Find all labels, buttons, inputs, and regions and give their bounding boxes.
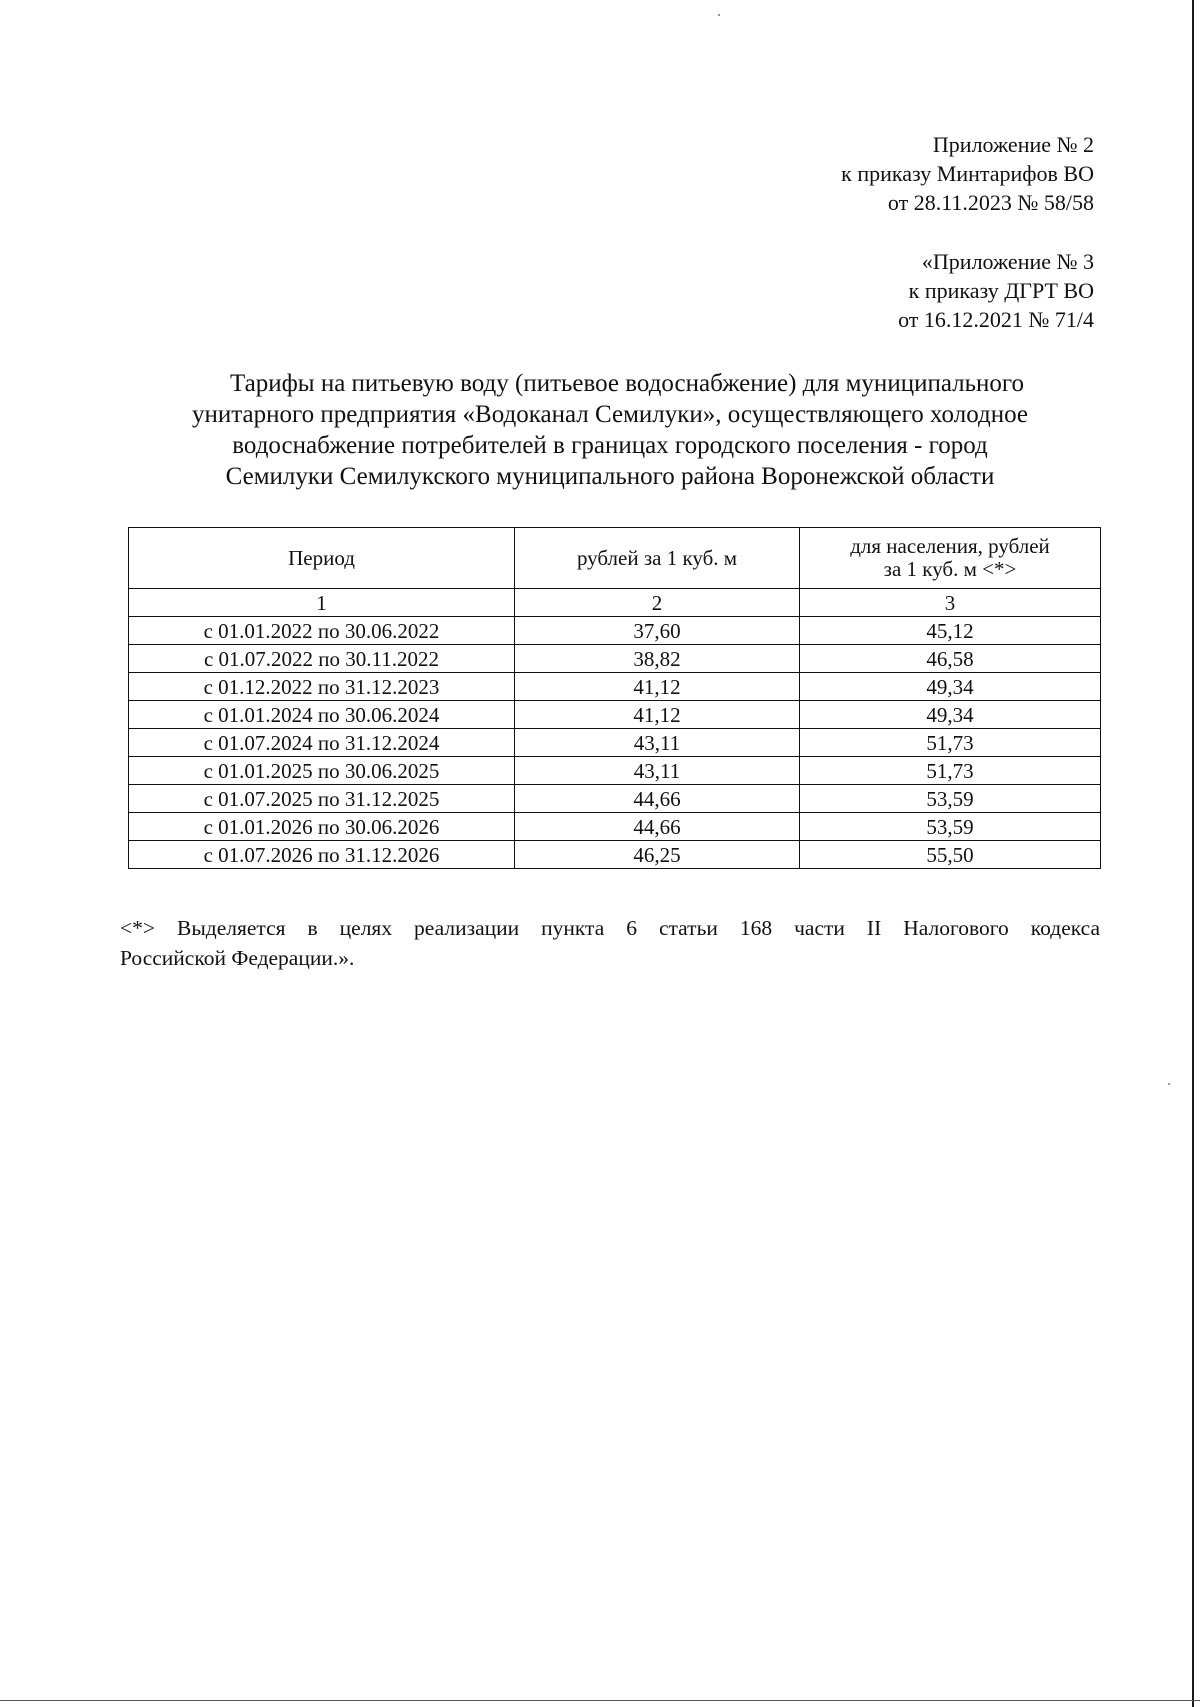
- footnote: [120, 913, 1100, 973]
- cell-rate: 43,11: [515, 729, 800, 757]
- title-line2: унитарного предприятия «Водоканал Семилуки», осуществляющего холодное: [192, 401, 1028, 428]
- table-row: [129, 673, 1101, 701]
- cell-rate: 44,66: [515, 785, 800, 813]
- cell-period: с 01.01.2024 по 30.06.2024: [129, 701, 515, 729]
- cell-period: с 01.07.2024 по 31.12.2024: [129, 729, 515, 757]
- cell-population: 51,73: [800, 729, 1101, 757]
- cell-rate: 38,82: [515, 645, 800, 673]
- title-line1: Тарифы на питьевую воду (питьевое водоснабжение) для муниципального: [229, 370, 1025, 397]
- column-number: 3: [800, 589, 1101, 617]
- annex-original-header: [898, 247, 1094, 334]
- table-row: [129, 645, 1101, 673]
- cell-rate: 44,66: [515, 813, 800, 841]
- annex-current-header: [841, 130, 1094, 217]
- footnote-line1: <*> Выделяется в целях реализации пункта 6 статьи 168 части II Налогового кодекса: [120, 916, 1100, 940]
- cell-rate: 37,60: [515, 617, 800, 645]
- cell-population: 55,50: [800, 841, 1101, 869]
- tariff-table: [128, 527, 1101, 869]
- table-row: [129, 757, 1101, 785]
- scan-speck: [718, 14, 720, 16]
- cell-population: 51,73: [800, 757, 1101, 785]
- cell-period: с 01.01.2026 по 30.06.2026: [129, 813, 515, 841]
- cell-population: 53,59: [800, 813, 1101, 841]
- cell-population: 45,12: [800, 617, 1101, 645]
- table-row: [129, 701, 1101, 729]
- header-population-line2: за 1 куб. м <*>: [883, 557, 1017, 581]
- cell-population: 46,58: [800, 645, 1101, 673]
- cell-population: 53,59: [800, 785, 1101, 813]
- cell-period: с 01.07.2025 по 31.12.2025: [129, 785, 515, 813]
- cell-population: 49,34: [800, 673, 1101, 701]
- table-header-row: [129, 528, 1101, 589]
- header-rate: рублей за 1 куб. м: [515, 528, 800, 589]
- table-row: [129, 841, 1101, 869]
- header-period: Период: [129, 528, 515, 589]
- cell-period: с 01.07.2026 по 31.12.2026: [129, 841, 515, 869]
- cell-rate: 46,25: [515, 841, 800, 869]
- annex-original-line3: от 16.12.2021 № 71/4: [898, 307, 1094, 332]
- cell-period: с 01.12.2022 по 31.12.2023: [129, 673, 515, 701]
- annex-original-line2: к приказу ДГРТ ВО: [908, 278, 1094, 303]
- annex-current-line2: к приказу Минтарифов ВО: [841, 161, 1094, 186]
- column-number: 1: [129, 589, 515, 617]
- table-row: [129, 813, 1101, 841]
- scan-edge-right: [1192, 0, 1194, 1707]
- scan-edge-bottom: [0, 1700, 1200, 1701]
- table-row: [129, 617, 1101, 645]
- annex-current-line3: от 28.11.2023 № 58/58: [887, 190, 1094, 215]
- annex-original-line1: «Приложение № 3: [921, 249, 1094, 274]
- cell-rate: 41,12: [515, 701, 800, 729]
- cell-period: с 01.01.2022 по 30.06.2022: [129, 617, 515, 645]
- cell-rate: 41,12: [515, 673, 800, 701]
- column-number: 2: [515, 589, 800, 617]
- annex-current-line1: Приложение № 2: [932, 132, 1094, 157]
- cell-population: 49,34: [800, 701, 1101, 729]
- column-number-row: [129, 589, 1101, 617]
- header-population-line1: для населения, рублей: [850, 534, 1050, 558]
- table-row: [129, 729, 1101, 757]
- cell-period: с 01.01.2025 по 30.06.2025: [129, 757, 515, 785]
- title-line4: Семилуки Семилукского муниципального района Воронежской области: [225, 463, 995, 490]
- header-population: [800, 528, 1101, 589]
- title-line3: водоснабжение потребителей в границах городского поселения - город: [232, 432, 988, 459]
- table-row: [129, 785, 1101, 813]
- footnote-line2: Российской Федерации.».: [120, 946, 355, 970]
- cell-rate: 43,11: [515, 757, 800, 785]
- cell-period: с 01.07.2022 по 30.11.2022: [129, 645, 515, 673]
- document-title: [120, 368, 1100, 492]
- scan-speck: [1168, 1083, 1170, 1085]
